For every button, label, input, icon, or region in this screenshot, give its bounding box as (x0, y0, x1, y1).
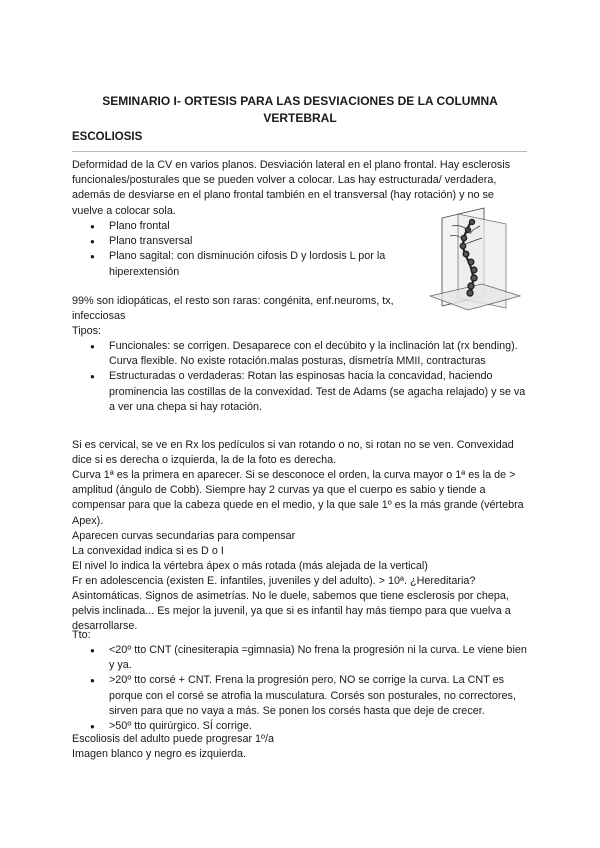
document-title: SEMINARIO I- ORTESIS PARA LAS DESVIACIONES DE LA COLUMNA VERTEBRAL (102, 94, 498, 125)
asymptomatic-paragraph: Asintomáticas. Signos de asimetrías. No le duele, sabemos que tiene esclerosis por chepa, pelvis inclinada... Es mejor la juvenil, ya que si es infantil hay más tiempo para que vuelva a desarrollarse. (72, 590, 511, 633)
convexity-line: La convexidad indica si es D o I (72, 545, 224, 557)
list-item: ● <20º tto CNT (cinesiterapia =gimnasia) No frena la progresión ni la curva. Le viene bien y ya. (90, 643, 527, 673)
list-item: ● >50º tto quirúrgico. SÍ corrige. (90, 719, 527, 734)
list-item: ● Plano frontal (90, 219, 400, 234)
treatment-label: Tto: (72, 629, 91, 641)
adult-scoliosis-line: Escoliosis del adulto puede progresar 1º/a (72, 733, 275, 745)
risk-line: Fr en adolescencia (existen E. infantiles, juveniles y del adulto). > 10ª. ¿Hereditaria? (72, 575, 476, 587)
causes-paragraph: 99% son idiopáticas, el resto son raras: congénita, enf.neuroms, tx, infecciosas (72, 295, 394, 323)
image-note-line: Imagen blanco y negro es izquierda. (72, 748, 247, 760)
secondary-curves-line: Aparecen curvas secundarias para compensar (72, 530, 296, 542)
cervical-paragraph: Si es cervical, se ve en Rx los pedículos si van rotando o no, si rotan no se ven. Convexidad dice si es derecha o izquierda, la de la foto es derecha. (72, 439, 514, 467)
list-item: ● Funcionales: se corrigen. Desaparece con el decúbito y la inclinación lat (rx bending). Curva flexible. No existe rotación.malas posturas, dismetría MMII, contracturas (90, 339, 527, 369)
types-label: Tipos: (72, 325, 102, 337)
curves-paragraph: Curva 1ª es la primera en aparecer. Si se desconoce el orden, la curva mayor o 1ª es la de > amplitud (ángulo de Cobb). Siempre hay 2 curvas ya que el cuerpo es sabio y tiende a compensar para que la cabeza quede en el medio, y la que sale 1º es la más grande (vértebra Apex). (72, 469, 524, 527)
intro-paragraph: Deformidad de la CV en varios planos. Desviación lateral en el plano frontal. Hay esclerosis funcionales/posturales que se pueden volver a colocar. Las hay estructurada/ verdadera, además de desviarse en el plano frontal también en el transversal (hay rotación) y no se vuelve a colocar sola. (72, 159, 511, 217)
apex-level-line: El nivel lo indica la vértebra ápex o más rotada (más alejada de la vertical) (72, 560, 428, 572)
section-divider (72, 151, 527, 152)
types-list (90, 339, 527, 415)
treatment-list (90, 643, 527, 734)
section-heading: ESCOLIOSIS (72, 131, 143, 143)
planes-list (90, 219, 400, 280)
spine-figure (420, 204, 524, 314)
list-item: ● >20º tto corsé + CNT. Frena la progresión pero, NO se corrige la curva. La CNT es porque con el corsé se atrofia la musculatura. Corsés son posturales, no correctores, sirven para que no vaya a más. Se ponen los corsés hasta que deje de crecer. (90, 673, 527, 719)
list-item: ● Plano sagital: con disminución cifosis D y lordosis L por la hiperextensión (90, 249, 400, 279)
list-item: ● Plano transversal (90, 234, 400, 249)
list-item: ● Estructuradas o verdaderas: Rotan las espinosas hacia la concavidad, haciendo prominencia las costillas de la convexidad. Test de Adams (se agacha relajado) y se va a ver una chepa si hay rotación. (90, 369, 527, 415)
